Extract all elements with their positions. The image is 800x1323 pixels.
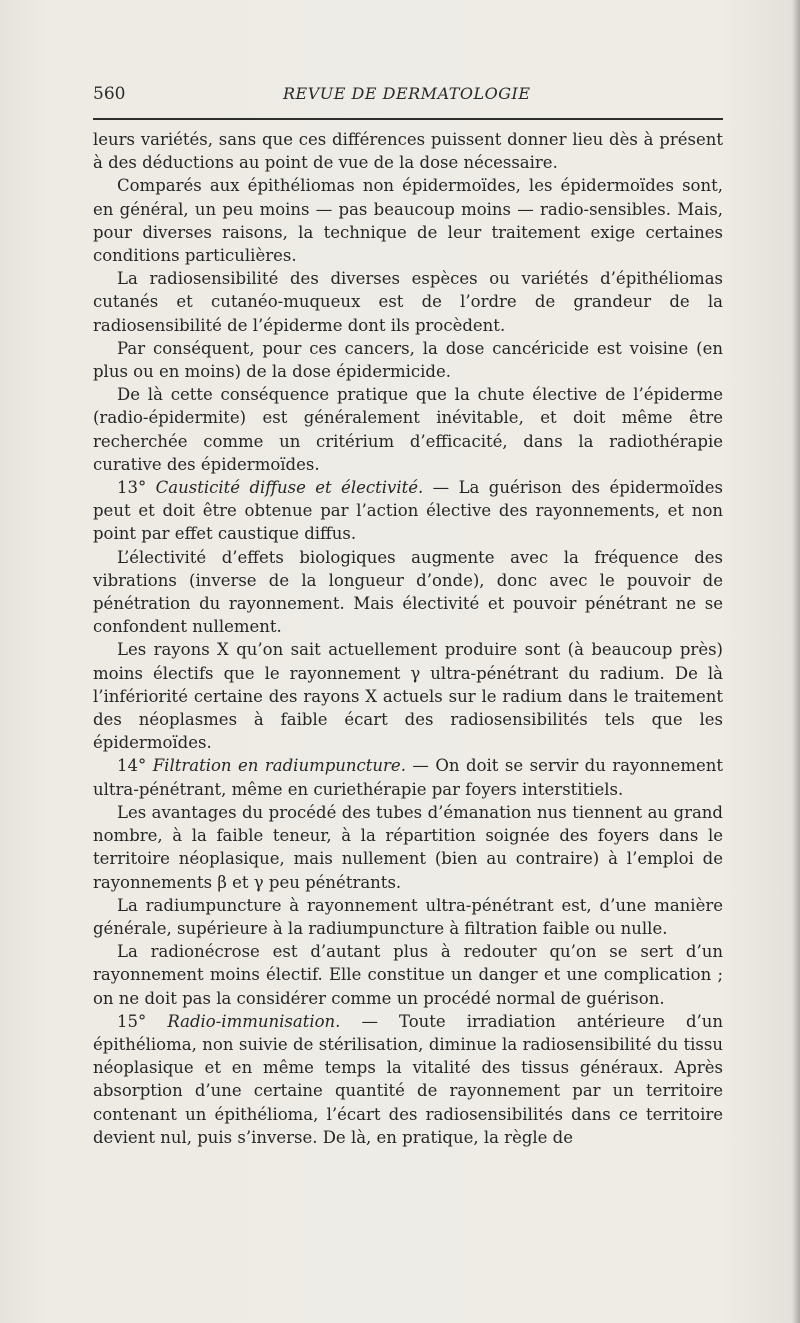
paragraph: Les avantages du procédé des tubes d’émanation nus tiennent au grand nombre, à la faible teneur, à la répartition soignée des foyers dans le territoire néoplasique, mais nullement (bien au contraire) à l’emploi de rayonnements β et γ peu pénétrants. — [93, 802, 723, 892]
paragraph: leurs variétés, sans que ces différences puissent donner lieu dès à présent à des déductions au point de vue de la dose nécessaire. — [93, 130, 723, 173]
section-number: 14° — [117, 756, 147, 776]
article-body — [93, 128, 723, 1149]
section-paragraph: 15° Radio-immunisation. — Toute irradiation antérieure d’un épithélioma, non suivie de stérilisation, diminue la radiosensibilité du tissu néoplasique et en même temps la vitalité des tissus généraux. Après absorption d’une certaine quantité de rayonnement par un territoire contenant un épithélioma, l’écart des radiosensibilités dans ce territoire devient nul, puis s’inverse. De là, en pratique, la règle de — [93, 1011, 723, 1147]
section-heading: Filtration en radiumpuncture. — [152, 756, 406, 776]
section-heading: Radio-immunisation. — [167, 1011, 341, 1031]
page-header — [93, 84, 723, 110]
section-number: 13° — [117, 478, 147, 498]
paragraph: Par conséquent, pour ces cancers, la dose cancéricide est voisine (en plus ou en moins) de la dose épidermicide. — [93, 338, 723, 382]
paragraph: Les rayons X qu’on sait actuellement produire sont (à beaucoup près) moins électifs que le rayonnement γ ultra-pénétrant du radium. De là l’infériorité certaine des rayons X actuels sur le radium dans le traitement des néoplasmes à faible écart des radiosensibilités tels que les épidermoïdes. — [93, 640, 723, 753]
paragraph: Comparés aux épithéliomas non épidermoïdes, les épidermoïdes sont, en général, un peu moins — pas beaucoup moins — radio-sensibles. Mais, pour diverses raisons, la technique de leur traitement exige certaines conditions particulières. — [93, 176, 723, 266]
paragraph: La radionécrose est d’autant plus à redouter qu’on se sert d’un rayonnement moins électif. Elle constitue un danger et une complication ; on ne doit pas la considérer comme un procédé normal de guérison. — [93, 942, 723, 1008]
running-title: REVUE DE DERMATOLOGIE — [283, 84, 531, 103]
page-number: 560 — [93, 84, 126, 104]
paragraph: De là cette conséquence pratique que la chute élective de l’épiderme (radio-épidermite) est généralement inévitable, et doit même être recherchée comme un critérium d’efficacité, dans la radiothérapie curative des épidermoïdes. — [93, 385, 723, 474]
header-rule — [93, 118, 723, 120]
section-paragraph: 14° Filtration en radiumpuncture. — On doit se servir du rayonnement ultra-pénétrant, même en curiethérapie par foyers interstitiels. — [93, 756, 724, 799]
section-heading: Causticité diffuse et électivité. — [155, 478, 424, 498]
paragraph: La radiumpuncture à rayonnement ultra-pénétrant est, d’une manière générale, supérieure à la radiumpuncture à filtration faible ou nulle. — [93, 895, 723, 938]
paragraph: L’électivité d’effets biologiques augmente avec la fréquence des vibrations (inverse de la longueur d’onde), donc avec le pouvoir de pénétration du rayonnement. Mais électivité et pouvoir pénétrant ne se confondent nullement. — [93, 547, 723, 637]
section-number: 15° — [117, 1011, 147, 1031]
paragraph: La radiosensibilité des diverses espèces ou variétés d’épithéliomas cutanés et cutanéo-muqueux est de l’ordre de grandeur de la radiosensibilité de l’épiderme dont ils procèdent. — [93, 269, 723, 335]
page-edge-shadow — [792, 0, 800, 1323]
section-paragraph: 13° Causticité diffuse et électivité. — La guérison des épidermoïdes peut et doit être obtenue par l’action élective des rayonnements, et non point par effet caustique diffus. — [93, 478, 724, 544]
